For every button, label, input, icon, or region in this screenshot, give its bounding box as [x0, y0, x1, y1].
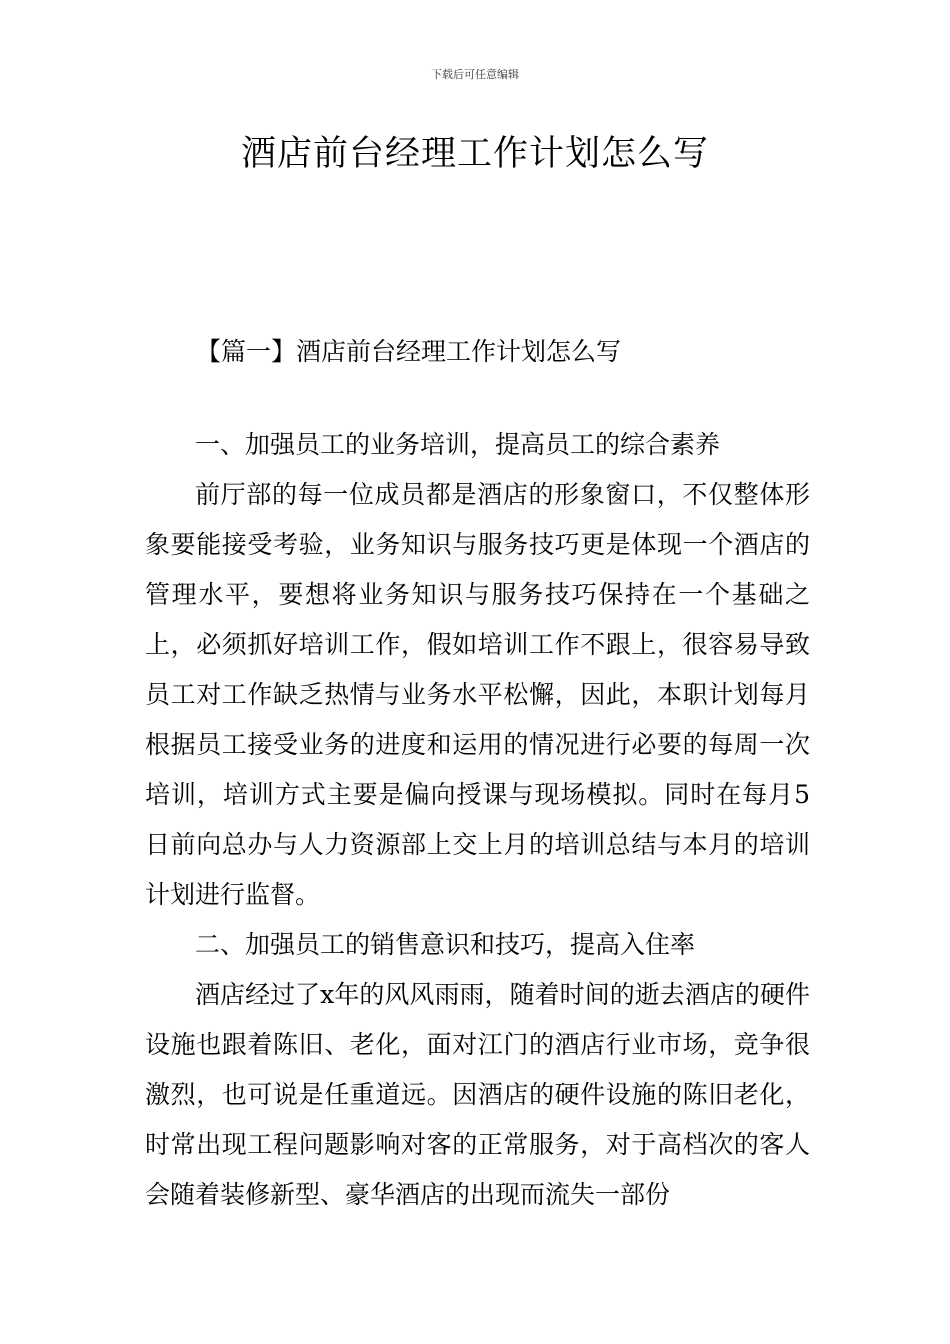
section-heading: 【篇一】酒店前台经理工作计划怎么写 — [196, 337, 622, 366]
document-body — [145, 420, 810, 1220]
header-note: 下载后可任意编辑 — [431, 68, 519, 81]
body-paragraph: 酒店经过了x年的风风雨雨，随着时间的逝去酒店的硬件设施也跟着陈旧、老化，面对江门的酒店行业市场，竞争很激烈，也可说是任重道远。因酒店的硬件设施的陈旧老化，时常出现工程问题影响对客的正常服务，对于高档次的客人会随着装修新型、豪华酒店的出现而流失一部份 — [145, 980, 810, 1209]
document-title: 酒店前台经理工作计划怎么写 — [240, 134, 709, 174]
heading-paragraph: 一、加强员工的业务培训，提高员工的综合素养 — [195, 430, 721, 459]
body-paragraph: 前厅部的每一位成员都是酒店的形象窗口，不仅整体形象要能接受考验，业务知识与服务技巧更是体现一个酒店的管理水平，要想将业务知识与服务技巧保持在一个基础之上，必须抓好培训工作，假如培训工作不跟上，很容易导致员工对工作缺乏热情与业务水平松懈，因此，本职计划每月根据员工接受业务的进度和运用的情况进行必要的每周一次培训，培训方式主要是偏向授课与现场模拟。同时在每月5日前向总办与人力资源部上交上月的培训总结与本月的培训计划进行监督。 — [145, 480, 810, 909]
heading-paragraph: 二、加强员工的销售意识和技巧，提高入住率 — [195, 930, 696, 959]
